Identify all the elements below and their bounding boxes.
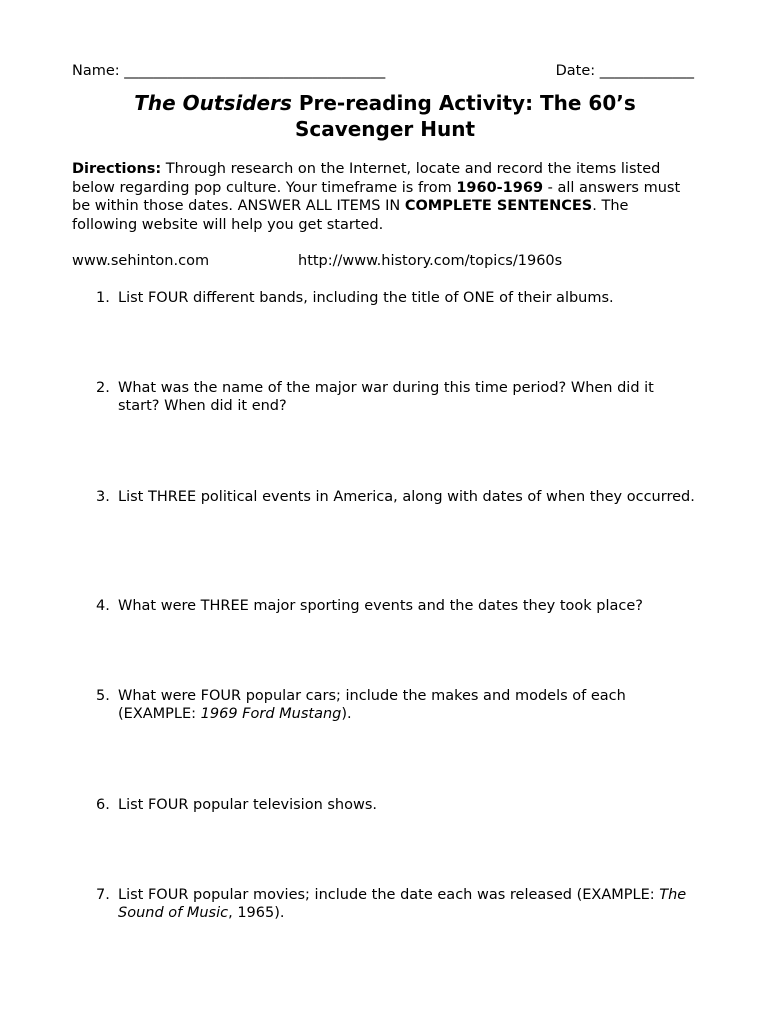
question-text	[118, 886, 698, 923]
directions-emphasis: COMPLETE SENTENCES	[404, 198, 593, 214]
question-text	[118, 687, 698, 796]
question-number: 2.	[96, 379, 110, 396]
directions-paragraph	[72, 160, 698, 234]
question-number: 5.	[96, 687, 110, 704]
book-title: The Outsiders	[134, 91, 292, 115]
directions-text-3: . The following website will help you get started.	[72, 198, 629, 233]
question-text-part: List FOUR popular movies; include the date each was released (EXAMPLE:	[118, 886, 660, 903]
name-field-label: Name: ____________________________________	[72, 63, 386, 79]
question-item	[72, 886, 698, 923]
question-list	[72, 289, 698, 923]
question-number: 4.	[96, 597, 110, 614]
date-field-label: Date: _____________	[555, 63, 694, 79]
title-line-2: Scavenger Hunt	[294, 117, 476, 141]
directions-text-2: - all answers must be within those dates. ANSWER ALL ITEMS IN	[72, 179, 681, 214]
question-number: 7.	[96, 886, 110, 903]
directions-text-1: Through research on the Internet, locate and record the items listed below regarding pop culture. Your timeframe is from	[72, 161, 661, 196]
worksheet-page	[72, 62, 698, 923]
question-text: What were THREE major sporting events and the dates they took place?	[118, 597, 643, 614]
directions-timeframe: 1960-1969	[456, 179, 544, 196]
websites-line	[72, 252, 698, 271]
question-text: List THREE political events in America, along with dates of when they occurred.	[118, 488, 695, 505]
question-text: What was the name of the major war during this time period? When did it start? When did it end?	[118, 379, 654, 414]
question-number: 1.	[96, 289, 110, 306]
question-item	[72, 379, 698, 488]
header-line	[72, 62, 698, 82]
question-item	[72, 488, 698, 597]
question-number: 6.	[96, 796, 110, 813]
question-text-part: , 1965).	[228, 905, 285, 921]
question-example: The Sound of Music	[118, 886, 687, 921]
question-item	[72, 687, 698, 796]
question-text-part: What were FOUR popular cars; include the makes and models of each (EXAMPLE:	[118, 687, 626, 722]
page-title	[72, 90, 698, 142]
website-history: http://www.history.com/topics/1960s	[298, 253, 563, 269]
question-item	[72, 796, 698, 886]
question-number: 3.	[96, 488, 110, 505]
directions-label: Directions:	[72, 161, 162, 177]
title-rest: Pre-reading Activity: The 60’s	[291, 91, 636, 115]
question-text-part: ).	[341, 706, 352, 722]
question-item	[72, 597, 698, 687]
title-line-1	[72, 90, 698, 116]
website-sehinton: www.sehinton.com	[72, 253, 210, 269]
question-text: List FOUR popular television shows.	[118, 796, 378, 813]
question-text: List FOUR different bands, including the title of ONE of their albums.	[118, 289, 614, 306]
question-item	[72, 289, 698, 379]
question-example: 1969 Ford Mustang	[200, 706, 342, 722]
